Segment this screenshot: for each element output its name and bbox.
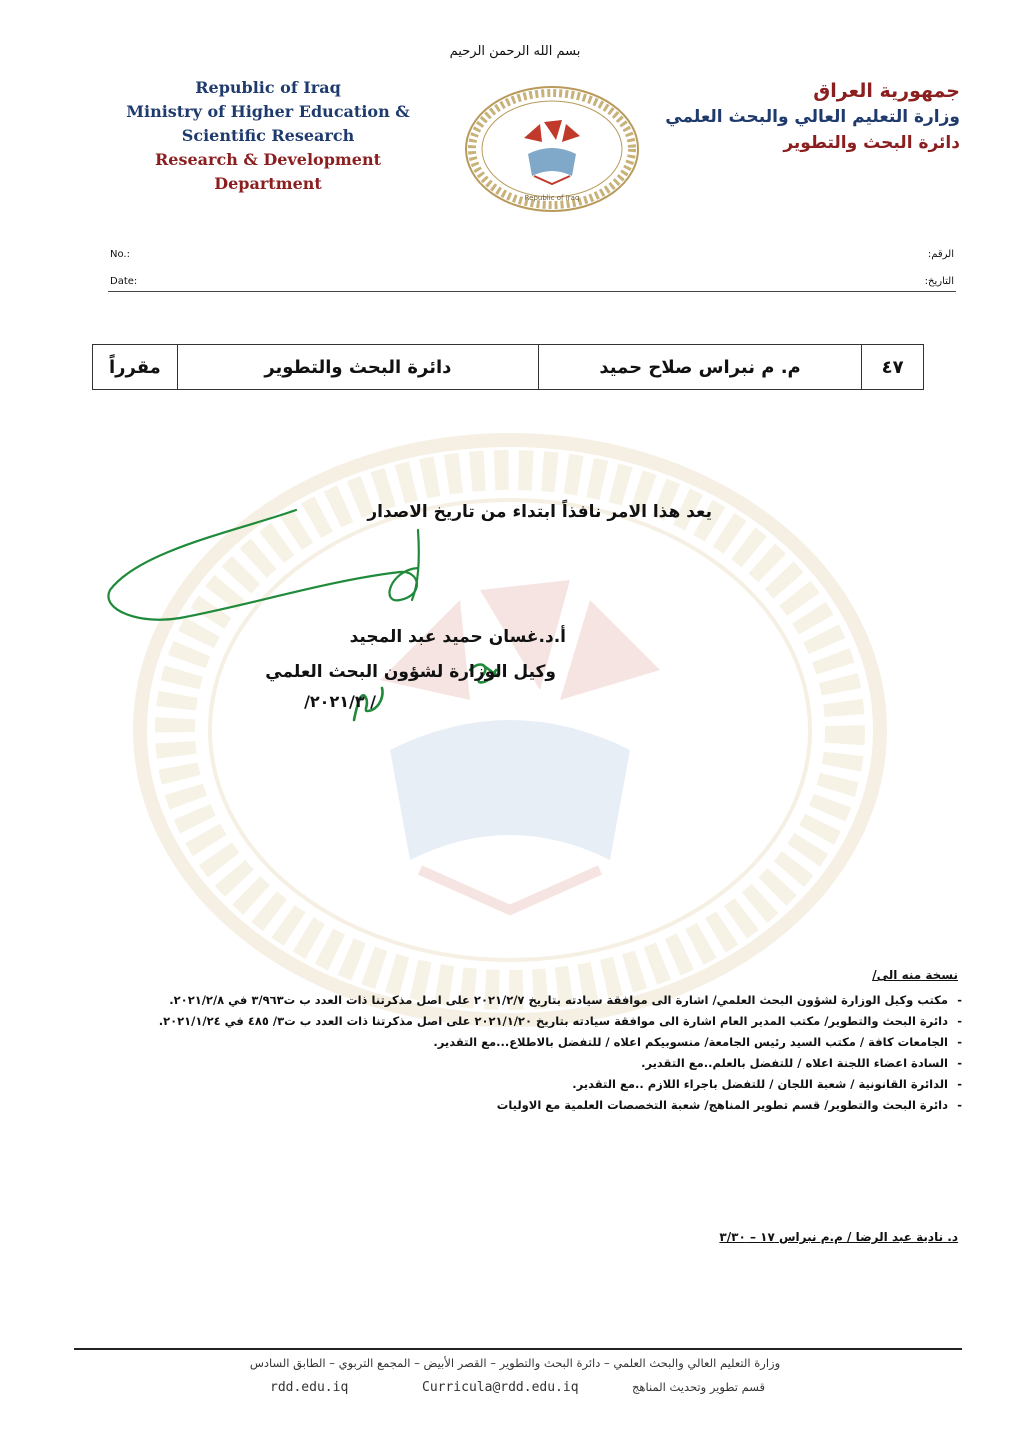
- list-item: - دائرة البحث والتطوير/ قسم تطوير المناهج/ شعبة التخصصات العلمية مع الاوليات: [112, 1095, 962, 1116]
- effective-statement: يعد هذا الامر نافذاً ابتداء من تاريخ الاصدار: [367, 502, 712, 522]
- footer-email-label: قسم تطوير وتحديث المناهج: [632, 1380, 766, 1394]
- date-label-ar: التاريخ:: [924, 276, 954, 287]
- ar-line-department: دائرة البحث والتطوير: [783, 133, 960, 153]
- signer-name: أ.د.غسان حميد عبد المجيد: [349, 627, 566, 647]
- committee-table-row: [92, 344, 924, 390]
- signer-date: / ٢٠٢١/٣/: [304, 692, 376, 711]
- en-line-department-2: Department: [214, 174, 322, 193]
- arabic-letterhead: [660, 78, 960, 156]
- list-item: - مكتب وكيل الوزارة لشؤون البحث العلمي/ اشارة الى موافقة سيادته بتاريخ ٢٠٢١/٢/٧ على اصل مذكرتنا ذات العدد ب ت٣/٩٦٣ في ٢٠٢١/٢/٨.: [112, 990, 962, 1011]
- ministry-seal-icon: [462, 84, 642, 214]
- number-label-ar: الرقم:: [927, 249, 954, 260]
- list-item: - دائرة البحث والتطوير/ مكتب المدير العام اشارة الى موافقة سيادته بتاريخ ٢٠٢١/١/٢٠ على اصل مذكرتنا ذات العدد ب ت٣/ ٤٨٥ في ٢٠٢١/١/٢٤.: [112, 1011, 962, 1032]
- en-line-department: Research & Development: [154, 150, 382, 169]
- ar-line-ministry: وزارة التعليم العالي والبحث العلمي: [665, 107, 960, 127]
- footer-divider: [74, 1348, 962, 1350]
- english-letterhead: [118, 76, 418, 196]
- footer-address: وزارة التعليم العالي والبحث العلمي – دائرة البحث والتطوير – القصر الأبيض – المجمع التربوي – الطابق السادس: [249, 1356, 781, 1370]
- seal-caption: Republic of Iraq: [524, 194, 580, 202]
- number-label-en: No.:: [110, 249, 130, 260]
- copies-list: [112, 990, 962, 1116]
- signer-title: وكيل الوزارة لشؤون البحث العلمي: [265, 662, 556, 682]
- en-line-scientific: Scientific Research: [181, 126, 355, 145]
- ar-line-republic: جمهورية العراق: [813, 80, 960, 102]
- meta-divider: [108, 291, 956, 292]
- footer-email-link[interactable]: Curricula@rdd.edu.iq: [422, 1380, 579, 1395]
- table-cell-number: ٤٧: [861, 345, 923, 389]
- table-cell-department: دائرة البحث والتطوير: [177, 345, 538, 389]
- list-item: - الدائرة القانونية / شعبة اللجان / للتفضل باجراء اللازم ..مع التقدير.: [112, 1074, 962, 1095]
- date-label-en: Date:: [110, 276, 138, 287]
- list-item: - السادة اعضاء اللجنة اعلاه / للتفضل بالعلم..مع التقدير.: [112, 1053, 962, 1074]
- table-cell-role: مقرراً: [108, 356, 161, 378]
- reference-line: د. نادية عبد الرضا / م.م نبراس ١٧ – ٣/٣٠: [719, 1230, 958, 1244]
- list-item: - الجامعات كافة / مكتب السيد رئيس الجامعة/ منسوبيكم اعلاه / للتفضل بالاطلاع...مع التقدير.: [112, 1032, 962, 1053]
- footer-website-link[interactable]: rdd.edu.iq: [270, 1380, 349, 1395]
- basmala: بسم الله الرحمن الرحيم: [449, 44, 581, 59]
- en-line-ministry: Ministry of Higher Education &: [126, 102, 410, 121]
- copies-heading: نسخة منه الى/: [872, 968, 958, 982]
- en-line-republic: Republic of Iraq: [195, 78, 341, 97]
- table-cell-name: م. م نبراس صلاح حميد: [538, 345, 861, 389]
